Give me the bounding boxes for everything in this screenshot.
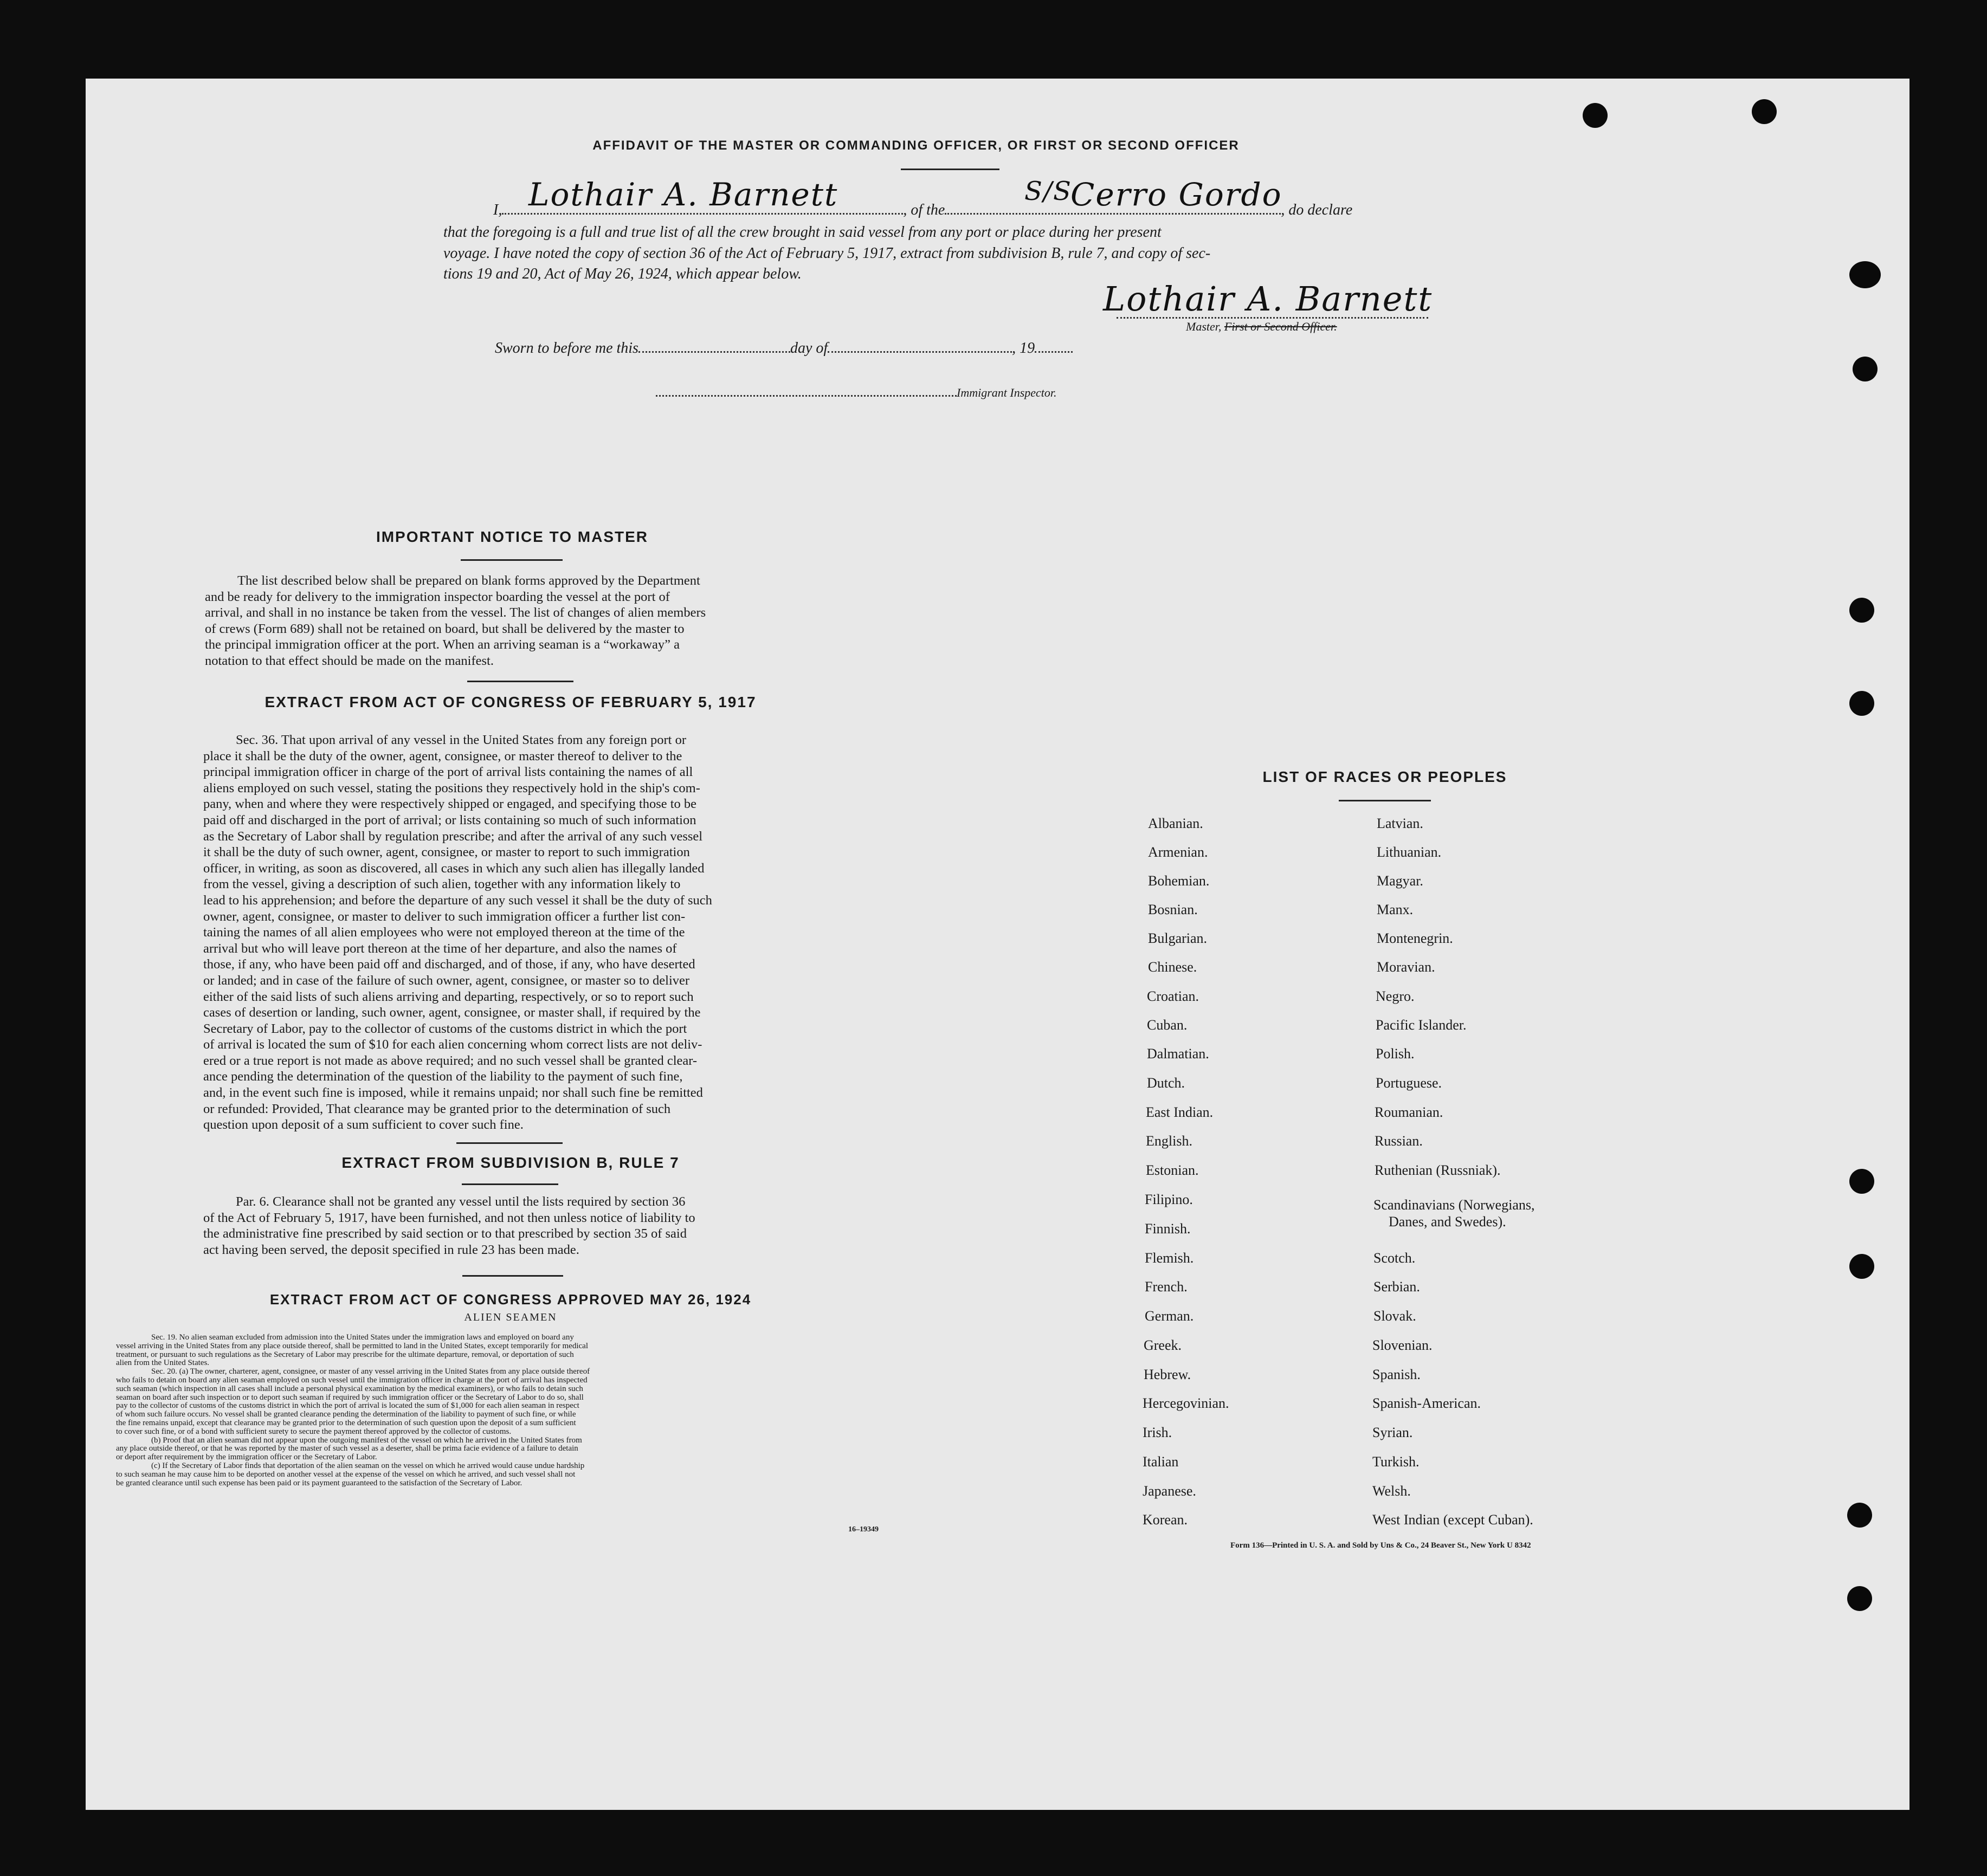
struck-officer-text: First or Second Officer. <box>1224 320 1337 333</box>
race-item: Pacific Islander. <box>1376 1017 1467 1033</box>
race-item: Spanish. <box>1372 1367 1421 1382</box>
race-item: Serbian. <box>1373 1279 1420 1295</box>
race-item: German. <box>1145 1308 1194 1324</box>
race-item: French. <box>1145 1279 1188 1295</box>
race-item: Bosnian. <box>1148 902 1198 917</box>
race-item: Lithuanian. <box>1377 844 1442 860</box>
punch-hole <box>1847 1503 1872 1528</box>
race-item: Scandinavians (Norwegians, <box>1373 1197 1535 1213</box>
punch-hole <box>1752 99 1777 124</box>
vessel-prefix-handwritten: S/S <box>1024 176 1072 206</box>
race-item: Slovenian. <box>1372 1337 1433 1353</box>
affidavit-line-1: I, , of the , do declare <box>493 199 1352 219</box>
section-divider <box>456 1142 563 1144</box>
race-item: Moravian. <box>1377 959 1435 975</box>
race-item: East Indian. <box>1146 1104 1214 1120</box>
affidavit-line-2: that the foregoing is a full and true list of all the crew brought in said vessel from any port or place during her present <box>443 224 1162 241</box>
extract-1924-text: Sec. 19. No alien seaman excluded from admission into the United States under the immigration laws and employed on board any vessel arriving in the United States from any place outside thereof, shall be permitted to land in the United States, except temporarily for medical treatment, or pursuant to such regulations as the Secretary of Labor may prescribe for the ultimate departure, removal, or deportation of such alien from the United States. Sec. 20. (a) The owner, charterer, agent, consignee, or master of any vessel arriving in the United States from any place outside thereof who fails to detain on board any alien seaman employed on such vessel until the immigration officer in charge at the port of arrival has inspected such seaman (which inspection in all cases shall include a personal physical examination by the medical examiners), or who fails to detain such seaman on board after such inspection or to deport such seaman if required by such immigration officer or the Secretary of Labor to do so, shall pay to the collector of customs of the customs district in which the port of arrival is located the sum of $1,000 for each alien seaman in respect of whom such failure occurs. No vessel shall be granted clearance pending the determination of the liability to payment of such fine, or while the fine remains unpaid, except that clearance may be granted prior to the determination of such question upon the deposit of a sum sufficient to cover such fine, or of a bond with sufficient surety to secure the payment thereof approved by the collector of customs. (b) Proof that an alien seaman did not appear upon the outgoing manifest of the vessel on which he arrived in the United States from any place outside thereof, or that he was reported by the master of such vessel as a deserter, shall be prima facie evidence of a failure to detain or deport after requirement by the immigration officer or the Secretary of Labor. (c) If the Secretary of Labor finds that deportation of the alien seaman on the vessel on which he arrived would cause undue hardship to such seaman he may cause him to be deported on another vessel at the expense of the vessel on which he arrived, and such vessel shall not be granted clearance until such expense has been paid or its payment guaranteed to the satisfaction of the Secretary of Labor. <box>116 1333 590 1487</box>
race-item: Dalmatian. <box>1147 1046 1209 1062</box>
race-item: Chinese. <box>1148 959 1197 975</box>
notice-title: IMPORTANT NOTICE TO MASTER <box>376 528 649 545</box>
race-item: Danes, and Swedes). <box>1389 1214 1506 1230</box>
affidavit-line-4: tions 19 and 20, Act of May 26, 1924, which appear below. <box>443 266 802 282</box>
form-code: 16–19349 <box>848 1525 879 1534</box>
rule7-underline <box>462 1183 558 1185</box>
race-item: Bohemian. <box>1148 873 1210 889</box>
extract-1917-title: EXTRACT FROM ACT OF CONGRESS OF FEBRUARY 5, 1917 <box>264 694 757 710</box>
affidavit-title: AFFIDAVIT OF THE MASTER OR COMMANDING OFFICER, OR FIRST OR SECOND OFFICER <box>592 138 1240 153</box>
race-item: Magyar. <box>1377 873 1423 889</box>
race-item: Armenian. <box>1148 844 1208 860</box>
race-item: Negro. <box>1376 988 1415 1004</box>
race-item: Croatian. <box>1147 988 1199 1004</box>
vessel-name-handwritten: Cerro Gordo <box>1070 176 1282 213</box>
punch-hole <box>1583 103 1608 128</box>
affidavit-line-3: voyage. I have noted the copy of section 36 of the Act of February 5, 1917, extract from subdivision B, rule 7, and copy of sec- <box>443 245 1211 262</box>
notice-underline <box>461 559 563 561</box>
race-item: Hercegovinian. <box>1143 1395 1229 1411</box>
race-item: Montenegrin. <box>1377 930 1453 946</box>
race-item: Ruthenian (Russniak). <box>1375 1162 1501 1178</box>
race-item: Syrian. <box>1372 1425 1413 1440</box>
extract-rule7-text: Par. 6. Clearance shall not be granted any vessel until the lists required by section 36 of the Act of February 5, 1917, have been furnished, and not then unless notice of liability to the administrative fine prescribed by said section or to that prescribed by section 35 of said act having been served, the deposit specified in rule 23 has been made. <box>203 1194 695 1257</box>
punch-hole <box>1849 261 1881 288</box>
race-item: Dutch. <box>1147 1075 1185 1091</box>
race-item: Italian <box>1143 1454 1179 1470</box>
race-item: Albanian. <box>1148 816 1203 831</box>
punch-hole <box>1849 598 1874 623</box>
signature-handwritten: Lothair A. Barnett <box>1103 279 1433 319</box>
title-underline <box>901 169 999 170</box>
race-item: Korean. <box>1143 1512 1188 1528</box>
race-item: Slovak. <box>1373 1308 1416 1324</box>
master-name-handwritten: Lothair A. Barnett <box>528 176 838 213</box>
extract-1924-title: EXTRACT FROM ACT OF CONGRESS APPROVED MAY 26, 1924 <box>269 1291 752 1308</box>
signature-caption: Master, First or Second Officer. <box>1186 320 1337 333</box>
extract-1917-text: Sec. 36. That upon arrival of any vessel in the United States from any foreign port or place it shall be the duty of the owner, agent, consignee, or master thereof to deliver to the principal immigration officer in charge of the port of arrival lists containing the names of all aliens employed on such vessel, stating the positions they respectively hold in the ship's com- pany, when and where they were respectively shipped or engaged, and specifying those to be paid off and discharged in the port of arrival; or lists containing so much of such information as the Secretary of Labor shall by regulation prescribe; and after the arrival of any such vessel it shall be the duty of such owner, agent, consignee, or master to report to such immigration officer, in writing, as soon as discovered, all cases in which any such alien has illegally landed from the vessel, giving a description of such alien, together with any information likely to lead to his apprehension; and before the departure of any such vessel it shall be the duty of such owner, agent, consignee, or master to deliver to such immigration officer a further list con- taining the names of all alien employees who were not employed thereon at the time of the arrival but who will leave port thereon at the time of her departure, and also the names of those, if any, who have been paid off and discharged, and of those, if any, who have deserted or landed; and in case of the failure of such owner, agent, consignee, or master so to deliver either of the said lists of such aliens arriving and departing, respectively, or so to report such cases of desertion or landing, such owner, agent, consignee, or master shall, if required by the Secretary of Labor, pay to the collector of customs of the customs district in which the port of arrival is located the sum of $10 for each alien concerning whom correct lists are not deliv- ered or a true report is not made as above required; and no such vessel shall be granted clear- ance pending the determination of the question of the liability to the payment of such fine, and, in the event such fine is imposed, while it remains unpaid; nor shall such fine be remitted or refunded: Provided, That clearance may be granted prior to the determination of such question upon deposit of a sum sufficient to cover such fine. <box>203 733 712 1133</box>
extract-rule7-title: EXTRACT FROM SUBDIVISION B, RULE 7 <box>341 1154 680 1171</box>
alien-seamen-subtitle: ALIEN SEAMEN <box>464 1311 557 1323</box>
race-item: Finnish. <box>1145 1221 1191 1237</box>
race-item: Turkish. <box>1372 1454 1420 1470</box>
race-item: Japanese. <box>1143 1483 1196 1499</box>
punch-hole <box>1847 1586 1872 1611</box>
races-title: LIST OF RACES OR PEOPLES <box>1262 768 1507 785</box>
race-item: Greek. <box>1144 1337 1182 1353</box>
race-item: Roumanian. <box>1375 1104 1443 1120</box>
notice-text: The list described below shall be prepared on blank forms approved by the Department and be ready for delivery to the immigration inspector boarding the vessel at the port of arrival, and shall in no instance be taken from the vessel. The list of changes of alien members of crews (Form 689) shall not be retained on board, but shall be delivered by the master to the principal immigration officer at the port. When an arriving seaman is a “workaway” a notation to that effect should be made on the manifest. <box>205 573 706 668</box>
race-item: English. <box>1146 1133 1192 1149</box>
inspector-line: Immigrant Inspector. <box>656 381 1057 400</box>
race-item: Bulgarian. <box>1148 930 1208 946</box>
race-item: Manx. <box>1377 902 1414 917</box>
section-divider <box>462 1275 563 1277</box>
punch-hole <box>1849 1169 1874 1194</box>
race-item: Flemish. <box>1145 1250 1194 1266</box>
race-item: West Indian (except Cuban). <box>1372 1512 1533 1528</box>
race-item: Estonian. <box>1146 1162 1199 1178</box>
race-item: Filipino. <box>1145 1192 1193 1207</box>
punch-hole <box>1849 691 1874 716</box>
races-underline <box>1339 800 1431 801</box>
punch-hole <box>1853 357 1878 381</box>
race-item: Scotch. <box>1373 1250 1416 1266</box>
race-item: Polish. <box>1376 1046 1415 1062</box>
race-item: Irish. <box>1143 1425 1172 1440</box>
race-item: Welsh. <box>1372 1483 1411 1499</box>
sworn-line: Sworn to before me this day of , 19 <box>495 337 1073 357</box>
punch-hole <box>1849 1254 1874 1279</box>
race-item: Hebrew. <box>1144 1367 1191 1382</box>
signature-line <box>1117 317 1428 319</box>
race-item: Latvian. <box>1377 816 1423 831</box>
race-item: Portuguese. <box>1376 1075 1442 1091</box>
race-item: Russian. <box>1375 1133 1423 1149</box>
race-item: Spanish-American. <box>1372 1395 1481 1411</box>
section-divider <box>467 681 573 682</box>
race-item: Cuban. <box>1147 1017 1188 1033</box>
form-footer: Form 136—Printed in U. S. A. and Sold by Uns & Co., 24 Beaver St., New York U 8342 <box>1230 1541 1531 1550</box>
